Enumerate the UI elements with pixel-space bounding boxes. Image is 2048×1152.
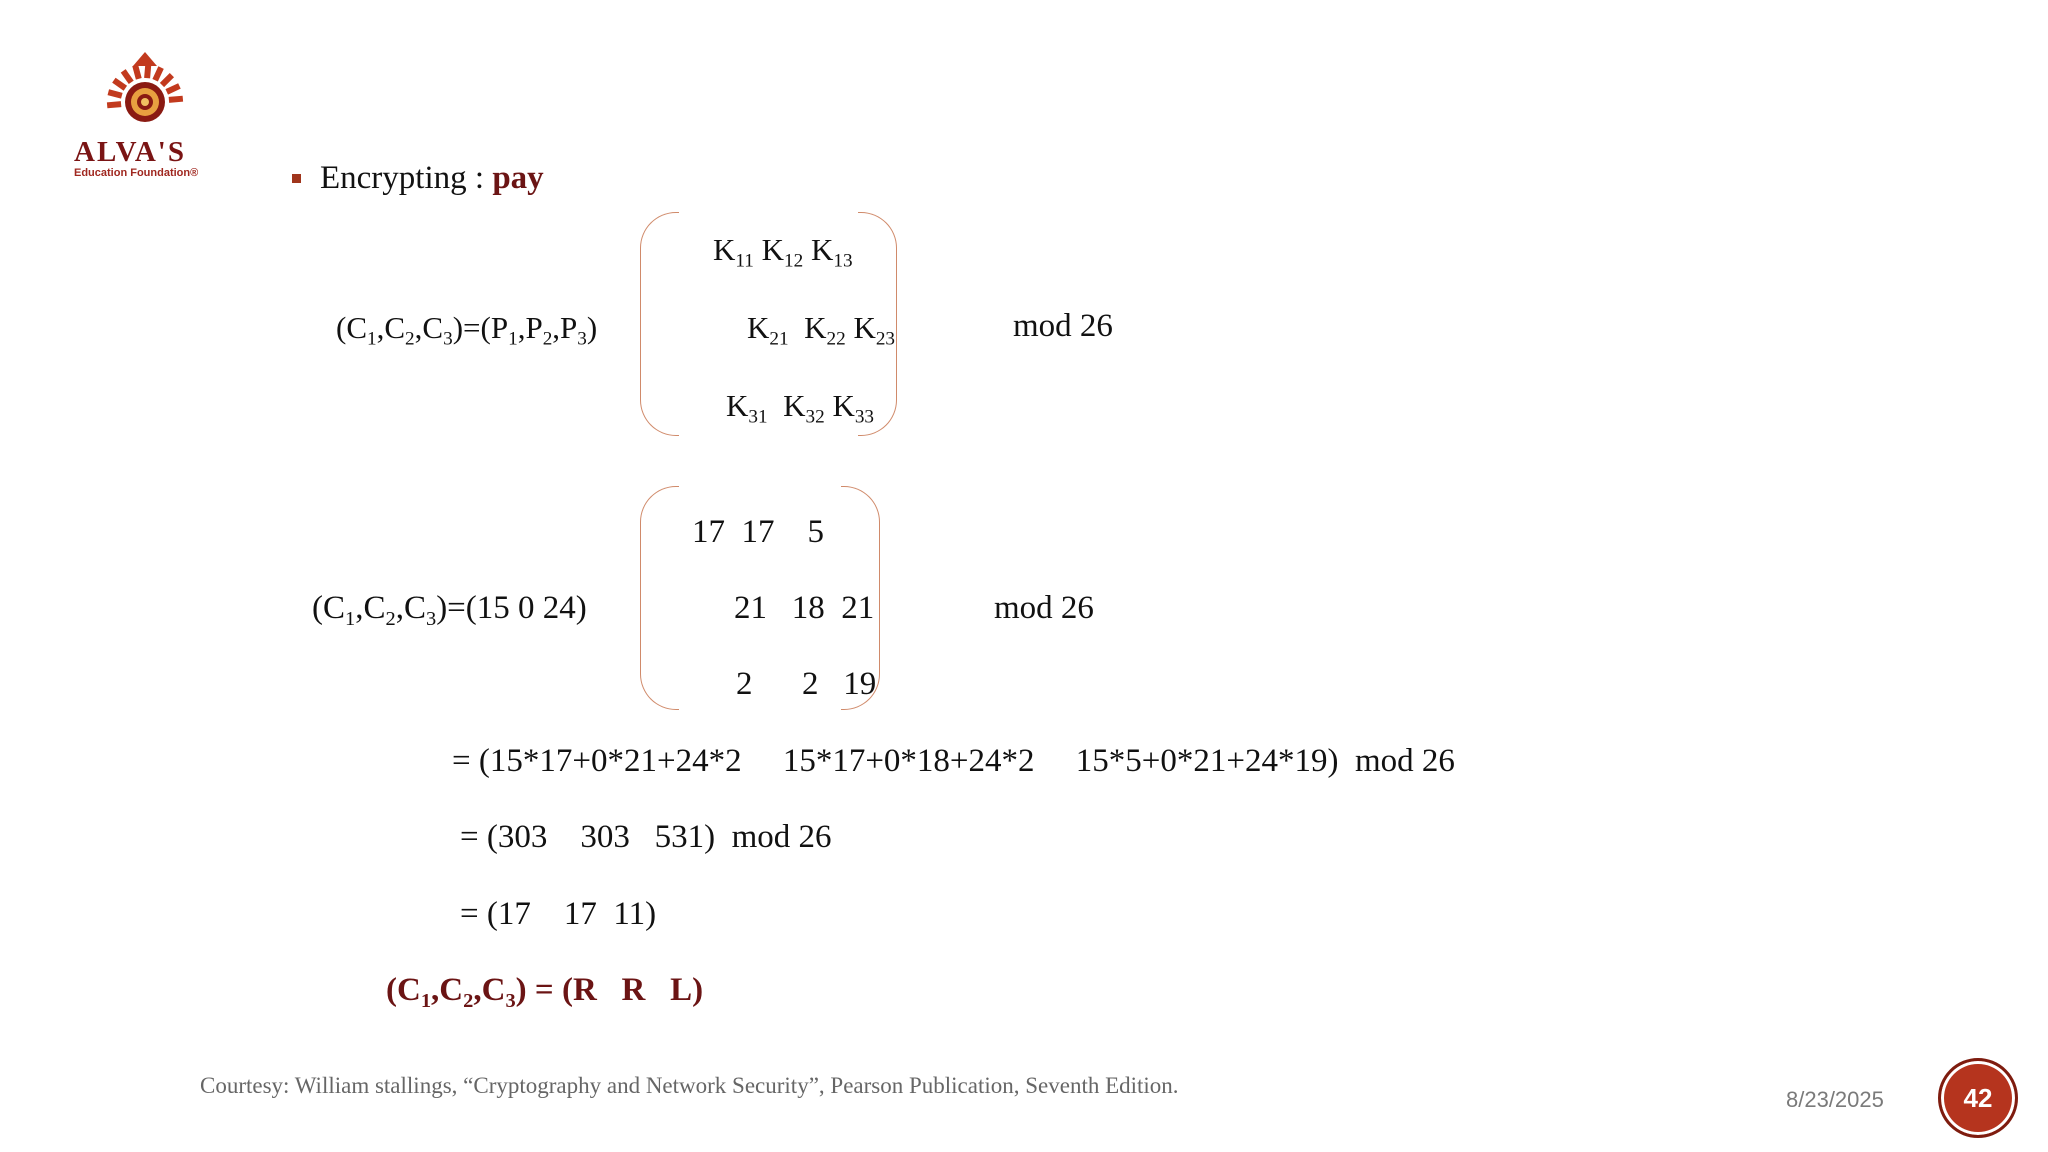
logo-emblem-icon: [70, 50, 220, 140]
eq1-matrix-row1: $K_{11}$ $K_{12}$ $K_{13}$: [713, 232, 853, 272]
eq1-left-bracket: [640, 212, 679, 436]
logo: [70, 50, 220, 179]
result-line: $(C_1,C_2,C_3) = (R$ R L): [386, 972, 704, 1013]
eq2-left-bracket: [640, 486, 679, 710]
bullet-square-icon: [292, 174, 301, 183]
bullet-label: Encrypting :: [320, 160, 493, 196]
eq1-matrix-row2: $K_{21}$ $K_{22}$ $K_{23}$: [747, 310, 896, 350]
eq2-matrix-row1: 17 17 5: [692, 514, 824, 550]
step-sums: = (303 303 531) mod 26: [460, 819, 832, 855]
logo-name: ALVA'S: [74, 136, 186, 168]
courtesy-note: Courtesy: William stallings, “Cryptography and Network Security”, Pearson Publication, Seventh Edition.: [200, 1073, 1179, 1098]
step-reduced: = (17 17 11): [460, 896, 657, 932]
page-number: 42: [1963, 1082, 1993, 1113]
eq1-lhs: $(C_1,C_2,C_3)=(P_1,P_2,P_3)$: [336, 310, 598, 350]
eq2-mod: mod 26: [994, 590, 1094, 626]
eq2-matrix-row3: 2 2 19: [736, 666, 877, 702]
eq1-mod: mod 26: [1013, 308, 1113, 344]
slide-date: 8/23/2025: [1786, 1087, 1884, 1112]
eq2-lhs: $(C_1,C_2,C_3)=(15$ 0 24): [312, 590, 587, 631]
page-number-badge: [1938, 1058, 2018, 1138]
logo-tagline: Education Foundation®: [74, 167, 199, 179]
eq2-matrix-row2: 21 18 21: [734, 590, 875, 626]
eq1-matrix-row3: $K_{31}$ $K_{32}$ $K_{33}$: [726, 388, 875, 428]
bullet-word: pay: [492, 160, 544, 196]
bullet-heading: [320, 160, 544, 197]
step-expansion: = (15*17+0*21+24*2 15*17+0*18+24*2 15*5+0*21+24*19) mod 26: [452, 743, 1455, 779]
